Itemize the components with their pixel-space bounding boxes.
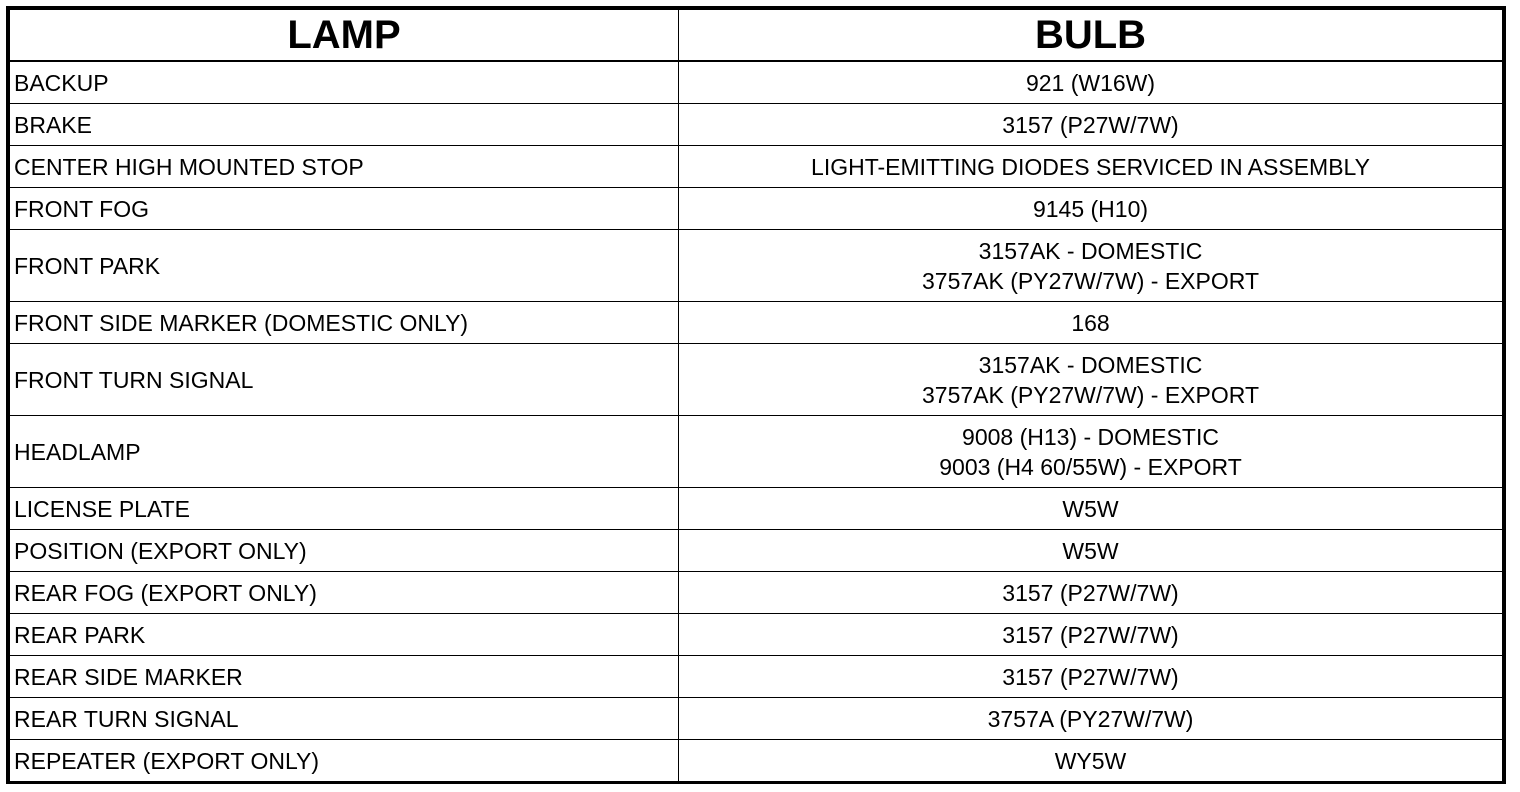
bulb-cell — [679, 614, 1503, 656]
header-row — [10, 10, 1503, 62]
table-row — [10, 614, 1503, 656]
bulb-line: 3157AK - DOMESTIC — [978, 237, 1203, 264]
lamp-cell: FRONT FOG — [10, 188, 679, 230]
table-row — [10, 740, 1503, 782]
table-row — [10, 656, 1503, 698]
bulb-line: 9003 (H4 60/55W) - EXPORT — [939, 453, 1242, 480]
table-row — [10, 698, 1503, 740]
table-row — [10, 61, 1503, 104]
bulb-cell — [679, 488, 1503, 530]
lamp-cell: REAR SIDE MARKER — [10, 656, 679, 698]
lamp-cell: REAR TURN SIGNAL — [10, 698, 679, 740]
lamp-cell: FRONT TURN SIGNAL — [10, 344, 679, 416]
table-row — [10, 488, 1503, 530]
bulb-line: 3157 (P27W/7W) — [1002, 621, 1179, 648]
bulb-cell — [679, 188, 1503, 230]
bulb-cell — [679, 230, 1503, 302]
bulb-line: 3157AK - DOMESTIC — [978, 351, 1203, 378]
lamp-cell: POSITION (EXPORT ONLY) — [10, 530, 679, 572]
bulb-cell — [679, 302, 1503, 344]
table-row — [10, 146, 1503, 188]
bulb-line: W5W — [1062, 495, 1119, 522]
bulb-cell — [679, 104, 1503, 146]
table-row — [10, 230, 1503, 302]
table-row — [10, 302, 1503, 344]
bulb-cell — [679, 344, 1503, 416]
bulb-line: 3757AK (PY27W/7W) - EXPORT — [921, 267, 1259, 294]
bulb-line: 3757AK (PY27W/7W) - EXPORT — [921, 381, 1259, 408]
bulb-cell — [679, 656, 1503, 698]
lamp-cell: REAR FOG (EXPORT ONLY) — [10, 572, 679, 614]
lamp-bulb-chart — [6, 6, 1506, 784]
bulb-line: LIGHT-EMITTING DIODES SERVICED IN ASSEMBLY — [811, 153, 1370, 180]
table-row — [10, 344, 1503, 416]
lamp-cell: FRONT PARK — [10, 230, 679, 302]
lamp-cell: REAR PARK — [10, 614, 679, 656]
bulb-cell — [679, 572, 1503, 614]
bulb-cell — [679, 530, 1503, 572]
bulb-cell — [679, 740, 1503, 782]
table-row — [10, 530, 1503, 572]
lamp-cell: BRAKE — [10, 104, 679, 146]
bulb-line: 9145 (H10) — [1032, 195, 1149, 222]
table-row — [10, 188, 1503, 230]
lamp-bulb-table — [9, 9, 1503, 782]
bulb-line: 921 (W16W) — [1025, 69, 1156, 96]
bulb-line: 3757A (PY27W/7W) — [987, 705, 1194, 732]
bulb-line: W5W — [1062, 537, 1119, 564]
lamp-cell: HEADLAMP — [10, 416, 679, 488]
bulb-cell — [679, 416, 1503, 488]
bulb-column-header: BULB — [679, 10, 1503, 62]
lamp-cell: FRONT SIDE MARKER (DOMESTIC ONLY) — [10, 302, 679, 344]
lamp-cell: REPEATER (EXPORT ONLY) — [10, 740, 679, 782]
bulb-line: 3157 (P27W/7W) — [1002, 579, 1179, 606]
table-row — [10, 104, 1503, 146]
table-row — [10, 572, 1503, 614]
lamp-cell: LICENSE PLATE — [10, 488, 679, 530]
bulb-cell — [679, 146, 1503, 188]
bulb-line: 9008 (H13) - DOMESTIC — [962, 423, 1219, 450]
table-body — [10, 61, 1503, 782]
bulb-cell — [679, 698, 1503, 740]
lamp-column-header: LAMP — [10, 10, 679, 62]
bulb-line: 168 — [1071, 309, 1110, 336]
bulb-cell — [679, 61, 1503, 104]
bulb-line: WY5W — [1054, 747, 1127, 774]
lamp-cell: BACKUP — [10, 61, 679, 104]
bulb-line: 3157 (P27W/7W) — [1002, 663, 1179, 690]
bulb-line: 3157 (P27W/7W) — [1002, 111, 1179, 138]
table-row — [10, 416, 1503, 488]
lamp-cell: CENTER HIGH MOUNTED STOP — [10, 146, 679, 188]
